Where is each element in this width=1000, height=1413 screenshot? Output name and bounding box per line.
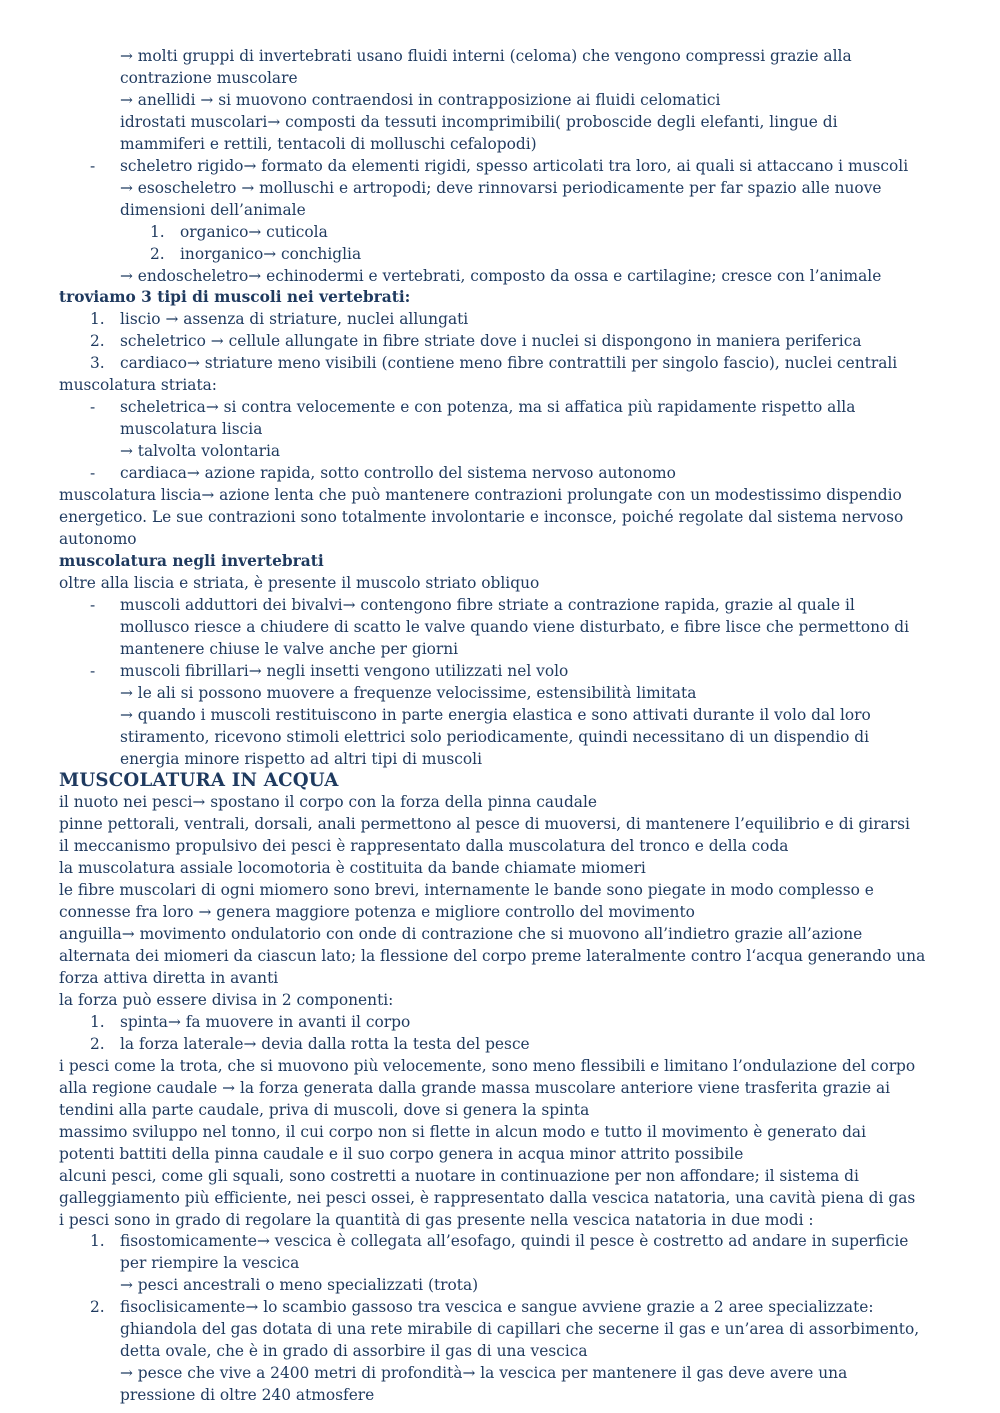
- line-text: stiramento, ricevono stimoli elettrici solo periodicamente, quindi necessitano di un dispendio di: [120, 727, 870, 746]
- list-item: [0, 1231, 1000, 1253]
- line-text: massimo sviluppo nel tonno, il cui corpo non si flette in alcun modo e tutto il movimento è generato dai: [59, 1122, 867, 1141]
- line-text: mantenere chiuse le valve anche per giorni: [120, 639, 459, 658]
- list-item: [0, 1012, 1000, 1034]
- text-line: [0, 968, 1000, 990]
- line-text: → pesce che vive a 2400 metri di profondità→ la vescica per mantenere il gas deve avere una: [120, 1364, 848, 1383]
- text-line: [0, 924, 1000, 946]
- line-text: spinta→ fa muovere in avanti il corpo: [120, 1012, 411, 1031]
- list-item: [0, 222, 1000, 244]
- text-line: [0, 266, 1000, 288]
- line-text: alcuni pesci, come gli squali, sono costretti a nuotare in continuazione per non affondare; il sistema di: [59, 1166, 859, 1185]
- text-line: [0, 1210, 1000, 1232]
- text-line: [0, 1253, 1000, 1275]
- line-text: → pesci ancestrali o meno specializzati (trota): [120, 1276, 479, 1295]
- line-text: per riempire la vescica: [120, 1254, 300, 1273]
- text-line: [0, 507, 1000, 529]
- text-line: [0, 990, 1000, 1012]
- text-line: [0, 814, 1000, 836]
- line-text: i pesci sono in grado di regolare la quantità di gas presente nella vescica natatoria in due modi :: [59, 1210, 814, 1229]
- text-line: [0, 375, 1000, 397]
- text-line: [0, 727, 1000, 749]
- list-bullet: -: [90, 156, 96, 175]
- list-item: [0, 309, 1000, 331]
- line-text: → anellidi → si muovono contraendosi in contrapposizione ai fluidi celomatici: [120, 90, 721, 109]
- text-line: [0, 617, 1000, 639]
- text-line: [0, 1122, 1000, 1144]
- text-line: [0, 1166, 1000, 1188]
- line-text: MUSCOLATURA IN ACQUA: [59, 770, 339, 792]
- list-item: [0, 1297, 1000, 1319]
- line-text: energia minore rispetto ad altri tipi di muscoli: [120, 749, 482, 768]
- text-line: [0, 1100, 1000, 1122]
- line-text: alternata dei miomeri da ciascun lato; la flessione del corpo preme lateralmente contro l‘acqua generando una: [59, 947, 926, 966]
- list-bullet: -: [90, 595, 96, 614]
- list-number: 1.: [90, 1012, 105, 1031]
- list-item: [0, 353, 1000, 375]
- line-text: pressione di oltre 240 atmosfere: [120, 1386, 375, 1405]
- line-text: la muscolatura assiale locomotoria è costituita da bande chiamate miomeri: [59, 859, 646, 878]
- line-text: muscolatura liscia: [120, 420, 263, 439]
- line-text: muscoli fibrillari→ negli insetti vengono utilizzati nel volo: [120, 661, 569, 680]
- text-line: [0, 749, 1000, 771]
- line-text: scheletro rigido→ formato da elementi rigidi, spesso articolati tra loro, ai quali si attaccano i muscoli: [120, 156, 909, 175]
- text-line: [0, 1188, 1000, 1210]
- text-line: [0, 178, 1000, 200]
- line-text: energetico. Le sue contrazioni sono totalmente involontarie e inconsce, poiché regolate dal sistema nervoso: [59, 508, 904, 527]
- line-text: muscolatura liscia→ azione lenta che può mantenere contrazioni prolungate con un modestissimo dispendio: [59, 486, 902, 505]
- text-line: [0, 529, 1000, 551]
- line-text: pinne pettorali, ventrali, dorsali, anali permettono al pesce di muoversi, di mantenere l’equilibrio e di girarsi: [59, 815, 910, 834]
- line-text: dimensioni dell’animale: [120, 200, 306, 219]
- list-number: 1.: [90, 1232, 105, 1251]
- line-text: → le ali si possono muovere a frequenze velocissime, estensibilità limitata: [120, 683, 697, 702]
- line-text: la forza può essere divisa in 2 componenti:: [59, 990, 394, 1009]
- line-text: → esoscheletro → molluschi e artropodi; deve rinnovarsi periodicamente per far spazio alle nuove: [120, 178, 882, 197]
- text-line: [0, 683, 1000, 705]
- line-text: tendini alla parte caudale, priva di muscoli, dove si genera la spinta: [59, 1100, 590, 1119]
- text-line: [0, 573, 1000, 595]
- text-line: [0, 485, 1000, 507]
- text-line: [0, 112, 1000, 134]
- list-item: [0, 1034, 1000, 1056]
- line-text: anguilla→ movimento ondulatorio con onde di contrazione che si muovono all’indietro grazie all’azione: [59, 925, 863, 944]
- text-line: [0, 1078, 1000, 1100]
- list-number: 1.: [150, 222, 165, 241]
- text-line: [0, 1363, 1000, 1385]
- text-line: [0, 200, 1000, 222]
- list-bullet: -: [90, 464, 96, 483]
- line-text: detta ovale, che è in grado di assorbire il gas di una vescica: [120, 1342, 588, 1361]
- line-text: → quando i muscoli restituiscono in parte energia elastica e sono attivati durante il volo dal loro: [120, 705, 871, 724]
- text-line: [0, 880, 1000, 902]
- line-text: muscolatura striata:: [59, 376, 217, 395]
- text-line: [0, 1341, 1000, 1363]
- text-line: [0, 46, 1000, 68]
- line-text: la forza laterale→ devia dalla rotta la testa del pesce: [120, 1034, 530, 1053]
- list-number: 2.: [90, 1298, 105, 1317]
- line-text: galleggiamento più efficiente, nei pesci ossei, è rappresentato dalla vescica natatoria, una cavità piena di gas: [59, 1188, 916, 1207]
- text-line: [0, 68, 1000, 90]
- text-line: [0, 1385, 1000, 1407]
- line-text: scheletrico → cellule allungate in fibre striate dove i nuclei si dispongono in maniera periferica: [120, 332, 862, 351]
- line-text: cardiaco→ striature meno visibili (contiene meno fibre contrattili per singolo fascio), nuclei centrali: [120, 354, 898, 373]
- line-text: contrazione muscolare: [120, 68, 298, 87]
- line-text: inorganico→ conchiglia: [180, 244, 362, 263]
- text-line: [0, 858, 1000, 880]
- subheading: [0, 551, 1000, 573]
- line-text: le fibre muscolari di ogni miomero sono brevi, internamente le bande sono piegate in modo complesso e: [59, 881, 874, 900]
- text-line: [0, 90, 1000, 112]
- line-text: muscolatura negli invertebrati: [59, 551, 324, 570]
- line-text: autonomo: [59, 529, 137, 548]
- text-line: [0, 134, 1000, 156]
- line-text: → endoscheletro→ echinodermi e vertebrati, composto da ossa e cartilagine; cresce con l’animale: [120, 266, 882, 285]
- line-text: oltre alla liscia e striata, è presente il muscolo striato obliquo: [59, 573, 540, 592]
- text-line: [0, 1144, 1000, 1166]
- list-item: [0, 661, 1000, 683]
- line-text: forza attiva diretta in avanti: [59, 969, 279, 988]
- list-item: [0, 463, 1000, 485]
- line-text: → talvolta volontaria: [120, 442, 281, 461]
- section-heading: [0, 770, 1000, 792]
- list-item: [0, 595, 1000, 617]
- line-text: idrostati muscolari→ composti da tessuti incomprimibili( proboscide degli elefanti, lingue di: [120, 112, 838, 131]
- line-text: mollusco riesce a chiudere di scatto le valve quando viene disturbato, e fibre lisce che permettono di: [120, 617, 910, 636]
- list-bullet: -: [90, 398, 96, 417]
- line-text: il nuoto nei pesci→ spostano il corpo con la forza della pinna caudale: [59, 793, 598, 812]
- text-line: [0, 1275, 1000, 1297]
- line-text: ghiandola del gas dotata di una rete mirabile di capillari che secerne il gas e un’area di assorbimento,: [120, 1320, 920, 1339]
- line-text: potenti battiti della pinna caudale e il suo corpo genera in acqua minor attrito possibile: [59, 1144, 744, 1163]
- text-line: [0, 639, 1000, 661]
- list-item: [0, 331, 1000, 353]
- text-line: [0, 836, 1000, 858]
- list-item: [0, 397, 1000, 419]
- list-item: [0, 244, 1000, 266]
- list-number: 2.: [90, 1034, 105, 1053]
- line-text: muscoli adduttori dei bivalvi→ contengono fibre striate a contrazione rapida, grazie al quale il: [120, 595, 855, 614]
- line-text: i pesci come la trota, che si muovono più velocemente, sono meno flessibili e limitano l’ondulazione del corpo: [59, 1056, 916, 1075]
- line-text: alla regione caudale → la forza generata dalla grande massa muscolare anteriore viene trasferita grazie ai: [59, 1078, 891, 1097]
- text-line: [0, 902, 1000, 924]
- line-text: mammiferi e rettili, tentacoli di molluschi cefalopodi): [120, 134, 537, 153]
- subheading: [0, 287, 1000, 309]
- line-text: fisostomicamente→ vescica è collegata all’esofago, quindi il pesce è costretto ad andare in superficie: [120, 1232, 909, 1251]
- list-number: 2.: [150, 244, 165, 263]
- line-text: fisoclisicamente→ lo scambio gassoso tra vescica e sangue avviene grazie a 2 aree specializzate:: [120, 1298, 874, 1317]
- text-line: [0, 946, 1000, 968]
- line-text: connesse fra loro → genera maggiore potenza e migliore controllo del movimento: [59, 903, 695, 922]
- line-text: → molti gruppi di invertebrati usano fluidi interni (celoma) che vengono compressi grazie alla: [120, 47, 852, 65]
- line-text: troviamo 3 tipi di muscoli nei vertebrati:: [59, 288, 411, 307]
- list-item: [0, 156, 1000, 178]
- text-line: [0, 1319, 1000, 1341]
- line-text: il meccanismo propulsivo dei pesci è rappresentato dalla muscolatura del tronco e della coda: [59, 837, 789, 856]
- list-number: 1.: [90, 310, 105, 329]
- line-text: liscio → assenza di striature, nuclei allungati: [120, 310, 469, 329]
- list-number: 2.: [90, 332, 105, 351]
- text-line: [0, 705, 1000, 727]
- list-number: 3.: [90, 354, 105, 373]
- line-text: organico→ cuticola: [180, 222, 328, 241]
- text-line: [0, 419, 1000, 441]
- line-text: cardiaca→ azione rapida, sotto controllo del sistema nervoso autonomo: [120, 464, 676, 483]
- text-line: [0, 1056, 1000, 1078]
- text-line: [0, 441, 1000, 463]
- text-line: [0, 792, 1000, 814]
- list-bullet: -: [90, 661, 96, 680]
- line-text: scheletrica→ si contra velocemente e con potenza, ma si affatica più rapidamente rispetto alla: [120, 398, 856, 417]
